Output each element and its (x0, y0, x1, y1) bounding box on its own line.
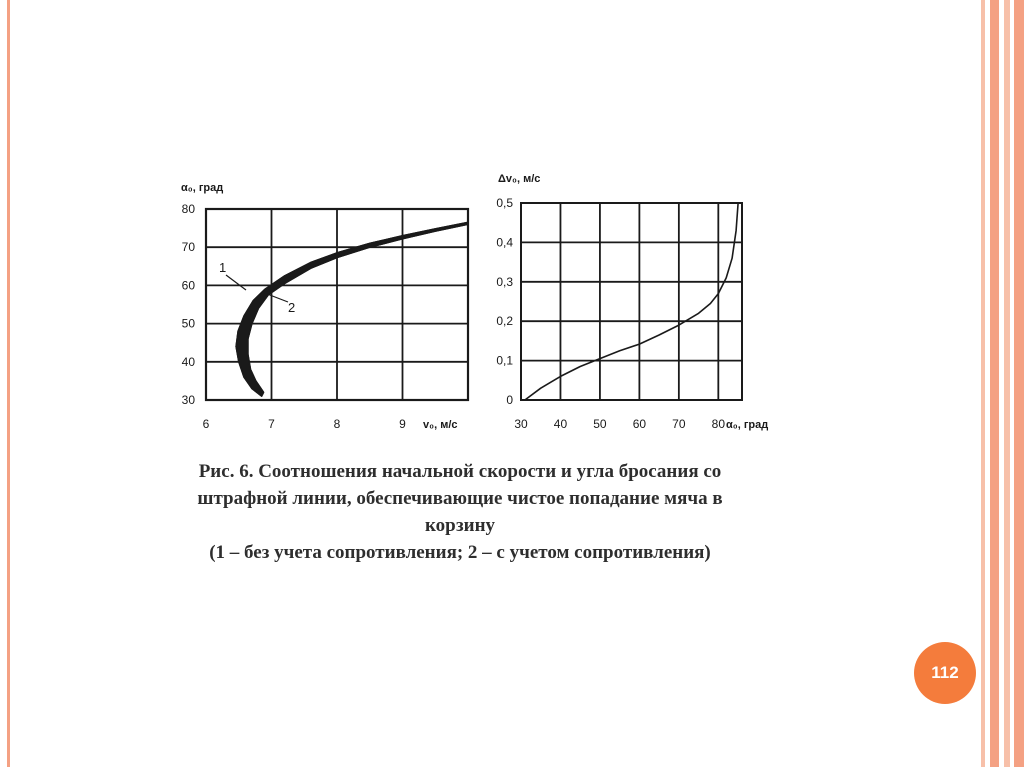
figure-caption (100, 458, 820, 566)
chart2-y-tick-labels (496, 196, 513, 407)
chart1-x-axis-label: v₀, м/с (423, 419, 458, 431)
chart1-y-axis-label: α₀, град (181, 182, 224, 194)
chart1-y-tick-label: 70 (181, 240, 195, 255)
chart1-x-tick-labels (203, 417, 407, 431)
chart2-y-axis-label: Δv₀, м/с (498, 173, 541, 185)
chart1-y-tick-label: 60 (181, 278, 195, 293)
chart1-annotation-1-leader (226, 275, 246, 290)
chart2-y-tick-label: 0 (506, 393, 513, 407)
chart1-y-tick-label: 80 (181, 202, 195, 216)
caption-line: Рис. 6. Соотношения начальной скорости и угла бросания со (198, 461, 722, 482)
chart2-series-line (525, 203, 738, 400)
chart1-y-tick-label: 50 (181, 316, 195, 331)
chart2-y-tick-label: 0,4 (496, 235, 513, 250)
chart1-x-tick-label: 6 (202, 417, 210, 431)
chart2-x-tick-label: 80 (711, 417, 726, 431)
chart1-y-tick-label: 40 (181, 354, 195, 369)
chart-speed-deviation (496, 173, 768, 431)
chart1-annotation-2: 2 (288, 300, 296, 315)
chart2-y-tick-label: 0,5 (496, 196, 513, 210)
chart1-annotation-1: 1 (219, 260, 227, 275)
chart2-x-tick-labels (514, 417, 725, 431)
caption-line: корзину (424, 515, 496, 536)
chart1-x-tick-label: 7 (268, 417, 275, 431)
chart2-x-tick-label: 60 (632, 417, 647, 431)
chart1-x-tick-label: 8 (333, 417, 341, 431)
chart1-y-tick-label: 30 (181, 393, 195, 407)
chart2-y-tick-label: 0,3 (496, 274, 513, 289)
chart2-frame (521, 203, 742, 400)
chart2-y-tick-label: 0,1 (496, 353, 513, 368)
chart2-x-tick-label: 30 (514, 417, 528, 431)
chart2-x-tick-label: 50 (593, 417, 607, 431)
caption-line: штрафной линии, обеспечивающие чистое попадание мяча в (197, 488, 723, 509)
chart2-x-tick-label: 70 (672, 417, 686, 431)
chart2-y-tick-label: 0,2 (496, 314, 513, 329)
chart-angle-vs-speed (181, 182, 468, 431)
chart1-x-tick-label: 9 (399, 417, 406, 431)
chart1-y-tick-labels (182, 202, 196, 407)
chart2-grid (521, 203, 742, 400)
chart2-x-tick-label: 40 (553, 417, 568, 431)
chart2-x-axis-label: α₀, град (726, 419, 769, 431)
page-number-badge: 112 (914, 642, 976, 704)
chart2-series (525, 203, 738, 400)
caption-line: (1 – без учета сопротивления; 2 – с учетом сопротивления) (209, 542, 711, 563)
